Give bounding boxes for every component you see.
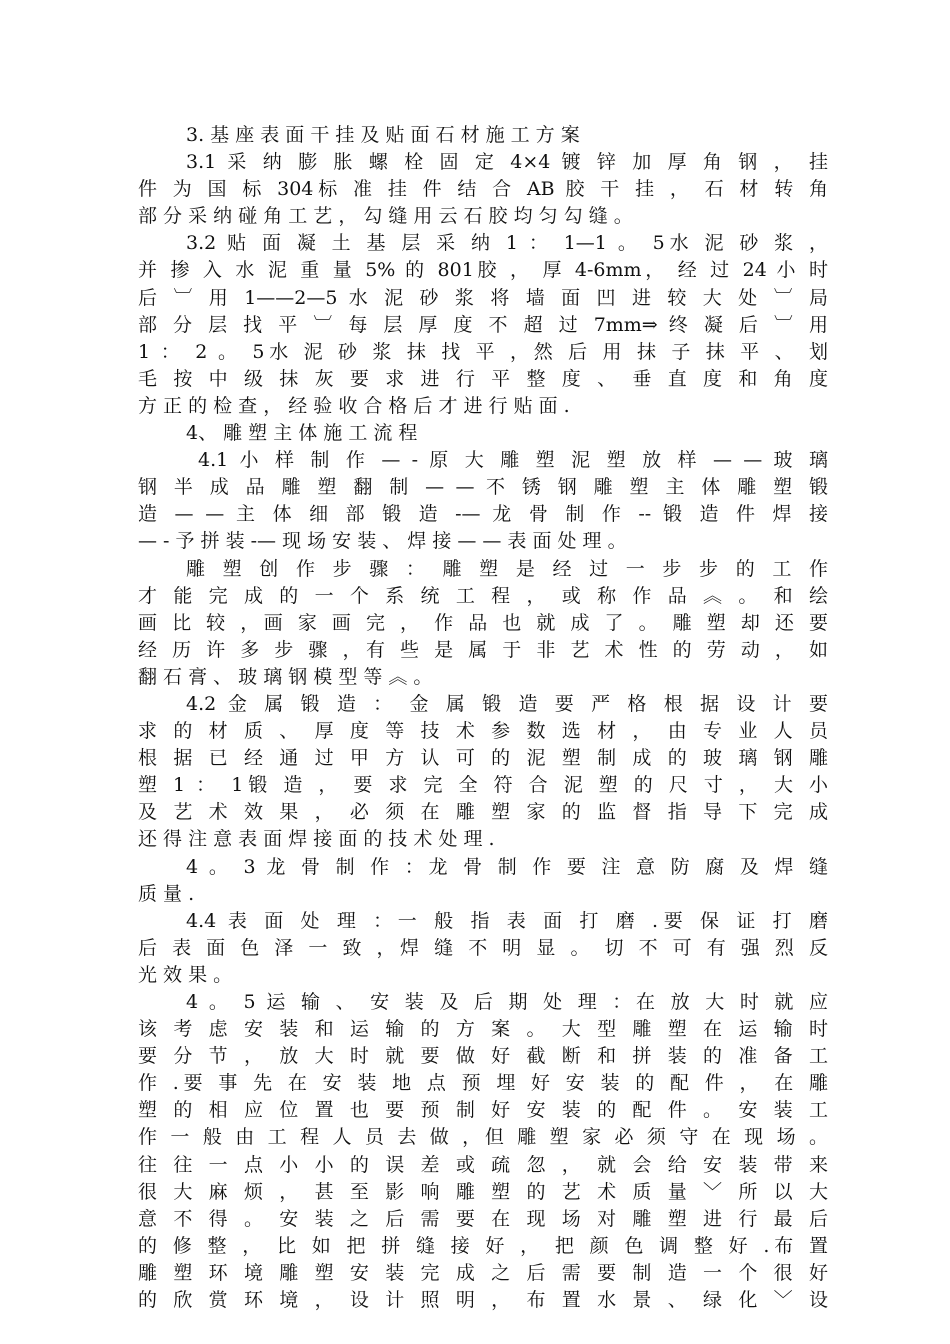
text-line: 后 ︺ 用 1——2—5 水 泥 砂 浆 将 墙 面 凹 进 较 大 处 ︺ 局 bbox=[138, 286, 828, 309]
text-line: 3.1 采 纳 膨 胀 螺 栓 固 定 4×4 镀 锌 加 厚 角 钢 ， 挂 bbox=[186, 151, 828, 174]
text-line: 及 艺 术 效 果 ， 必 须 在 雕 塑 家 的 监 督 指 导 下 完 成 bbox=[138, 801, 828, 824]
text-line: 4.2 金 属 锻 造 ： 金 属 锻 造 要 严 格 根 据 设 计 要 bbox=[186, 692, 828, 715]
text-line: 画 比 较 ，画 家 画 完 ， 作 品 也 就 成 了 。 雕 塑 却 还 要 bbox=[138, 611, 828, 634]
text-line: 雕 塑 环 境 雕 塑 安 装 完 成 之 后 需 要 制 造 一 个 很 好 bbox=[138, 1261, 828, 1284]
text-line: 作 一 般 由 工 程 人 员 去 做 ，但 雕 塑 家 必 须 守 在 现 场 。 bbox=[138, 1126, 828, 1149]
text-line: — - 予 拼 装 -— 现 场 安 装 、 焊 接 — — 表 面 处 理 。 bbox=[138, 530, 627, 553]
text-line: 4 。 5 运 输 、 安 装 及 后 期 处 理 ：在 放 大 时 就 应 bbox=[186, 991, 828, 1013]
text-line: 翻 石 膏 、 玻 璃 钢 模 型 等 ︽ 。 bbox=[138, 665, 433, 688]
text-line: 雕 塑 创 作 步 骤 ： 雕 塑 是 经 过 一 步 步 的 工 作 bbox=[186, 557, 828, 580]
text-line: 求 的 材 质 、 厚 度 等 技 术 参 数 选 材 ， 由 专 业 人 员 bbox=[138, 720, 828, 743]
text-line: 往 往 一 点 小 小 的 误 差 或 疏 忽 ， 就 会 给 安 装 带 来 bbox=[138, 1153, 828, 1176]
text-line: 1 ： 2 。 5水 泥 砂 浆 抹 找 平 ，然 后 用 抹 子 抹 平 、 划 bbox=[138, 340, 828, 363]
text-line: 塑 1 ： 1锻 造 ， 要 求 完 全 符 合 泥 塑 的 尺 寸 ， 大 小 bbox=[138, 774, 828, 797]
text-line: 光 效 果 。 bbox=[138, 963, 233, 986]
text-line: 3.2 贴 面 凝 土 基 层 采 纳 1 ： 1—1 。 5水 泥 砂 浆 ， bbox=[186, 232, 828, 255]
text-line: 钢 半 成 品 雕 塑 翻 制 — — 不 锈 钢 雕 塑 主 体 雕 塑 锻 bbox=[138, 476, 828, 499]
text-line: 还 得 注 意 表 面 焊 接 面 的 技 术 处 理 . bbox=[138, 828, 495, 851]
text-line: 该 考 虑 安 装 和 运 输 的 方 案 。 大 型 雕 塑 在 运 输 时 bbox=[138, 1018, 828, 1041]
text-line: 毛 按 中 级 抹 灰 要 求 进 行 平 整 度 、 垂 直 度 和 角 度 bbox=[138, 367, 828, 390]
text-line: 部 分 层 找 平 ︺ 每 层 厚 度 不 超 过 7mm⇒ 终 凝 后 ︺ 用 bbox=[138, 313, 828, 336]
text-line: 4 。 3 龙 骨 制 作 ：龙 骨 制 作 要 注 意 防 腐 及 焊 缝 bbox=[186, 855, 828, 878]
text-line: 部 分 采 纳 碰 角 工 艺 ， 勾 缝 用 云 石 胶 均 匀 勾 缝 。 bbox=[138, 205, 633, 228]
text-line: 并 掺 入 水 泥 重 量 5% 的 801胶 ， 厚 4-6mm， 经 过 24 小 时 bbox=[138, 259, 828, 282]
text-line: 后 表 面 色 泽 一 致 ，焊 缝 不 明 显 。 切 不 可 有 强 烈 反 bbox=[138, 936, 828, 959]
text-line: 4、 雕 塑 主 体 施 工 流 程 bbox=[186, 422, 418, 445]
text-line: 3. 基 座 表 面 干 挂 及 贴 面 石 材 施 工 方 案 bbox=[186, 124, 580, 146]
text-line: 造 — — 主 体 细 部 锻 造 -— 龙 骨 制 作 -- 锻 造 件 焊 接 bbox=[138, 503, 828, 526]
text-line: 要 分 节 ， 放 大 时 就 要 做 好 截 断 和 拼 装 的 准 备 工 bbox=[138, 1045, 828, 1068]
text-line: 塑 的 相 应 位 置 也 要 预 制 好 安 装 的 配 件 。 安 装 工 bbox=[138, 1099, 828, 1122]
text-line: 件 为 国 标 304标 准 挂 件 结 合 AB 胶 干 挂 ， 石 材 转 角 bbox=[138, 178, 828, 201]
text-line: 才 能 完 成 的 一 个 系 统 工 程 ， 或 称 作 品 ︽ 。 和 绘 bbox=[138, 584, 828, 607]
text-line: 很 大 麻 烦 ， 甚 至 影 响 雕 塑 的 艺 术 质 量 ﹀ 所 以 大 bbox=[138, 1180, 828, 1203]
text-line: 意 不 得 。 安 装 之 后 需 要 在 现 场 对 雕 塑 进 行 最 后 bbox=[138, 1207, 828, 1230]
text-line: 4.1 小 样 制 作 — - 原 大 雕 塑 泥 塑 放 样 — — 玻 璃 bbox=[198, 449, 828, 472]
text-line: 4.4 表 面 处 理 ：一 般 指 表 面 打 磨 .要 保 证 打 磨 bbox=[186, 909, 828, 932]
text-line: 的 修 整 ， 比 如 把 拼 缝 接 好 ， 把 颜 色 调 整 好 .布 置 bbox=[138, 1234, 828, 1257]
text-line: 作 .要 事 先 在 安 装 地 点 预 埋 好 安 装 的 配 件 ， 在 雕 bbox=[138, 1072, 828, 1095]
text-line: 经 历 许 多 步 骤 ，有 些 是 属 于 非 艺 术 性 的 劳 动 ， 如 bbox=[138, 638, 828, 661]
text-line: 根 据 已 经 通 过 甲 方 认 可 的 泥 塑 制 成 的 玻 璃 钢 雕 bbox=[138, 747, 828, 770]
document-page bbox=[138, 122, 828, 1314]
text-line: 的 欣 赏 环 境 ， 设 计 照 明 ， 布 置 水 景 、 绿 化 ﹀ 设 bbox=[138, 1289, 828, 1312]
text-line: 质 量 . bbox=[138, 882, 195, 905]
text-line: 方 正 的 检 查 ， 经 验 收 合 格 后 才 进 行 贴 面 . bbox=[138, 394, 570, 417]
